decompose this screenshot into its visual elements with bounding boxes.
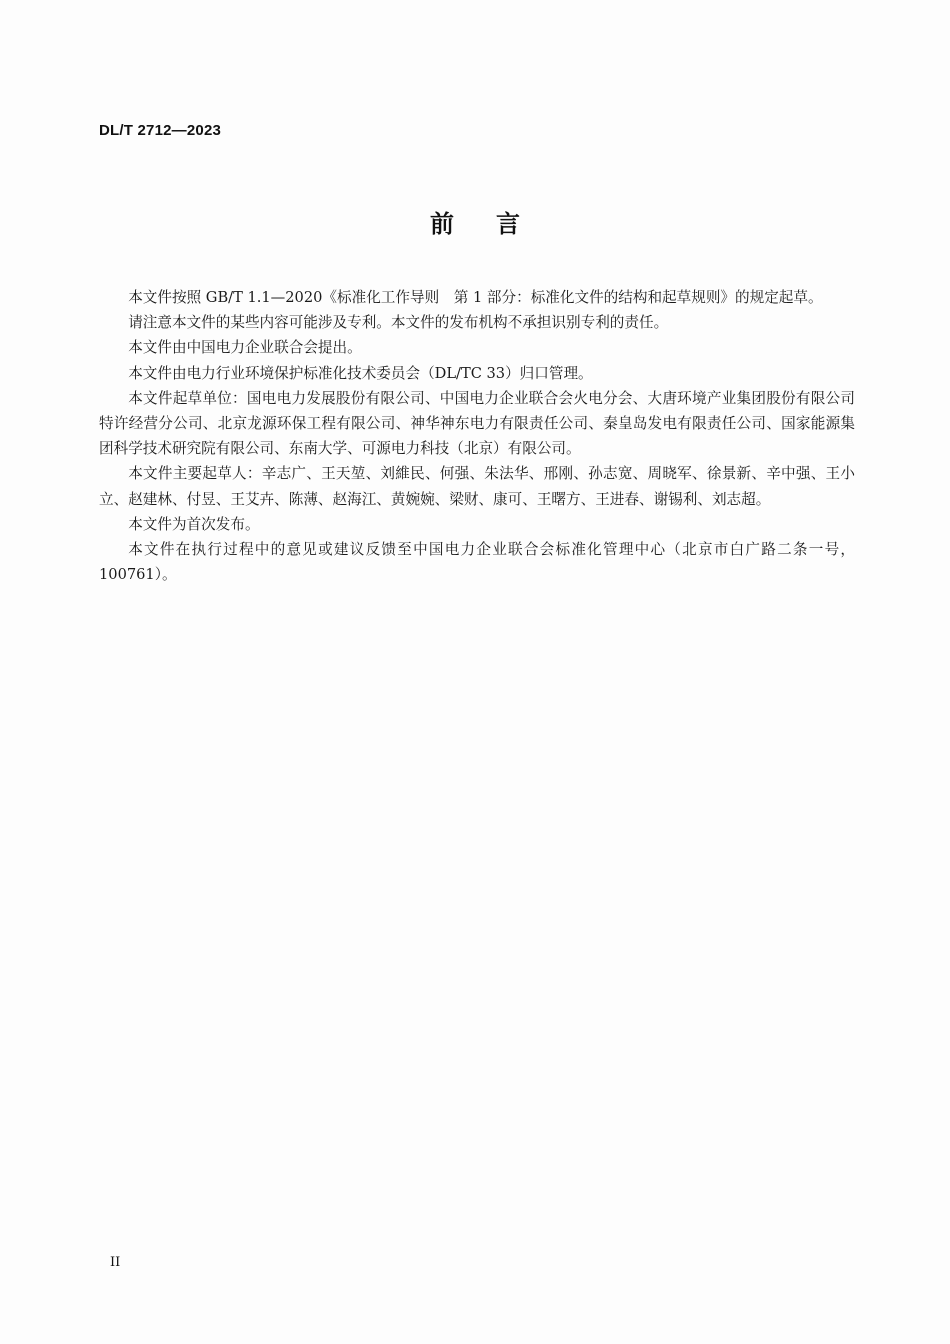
standard-code: DL/T 2712—2023 <box>99 122 222 139</box>
paragraph-first-release: 本文件为首次发布。 <box>128 515 260 533</box>
paragraph-drafting-units: 本文件起草单位：国电电力发展股份有限公司、中国电力企业联合会火电分会、大唐环境产业集团股份有限公司特许经营分公司、北京龙源环保工程有限公司、神华神东电力有限责任公司、秦皇岛发电有限责任公司、国家能源集团科学技术研究院有限公司、东南大学、可源电力科技（北京）有限公司。 <box>99 389 855 458</box>
paragraph-drafters: 本文件主要起草人：辛志广、王天堃、刘維民、何强、朱法华、邢刚、孙志宽、周晓军、徐景新、辛中强、王小立、赵建林、付昱、王艾卉、陈薄、赵海江、黄婉婉、梁财、康可、王曙方、王进春、谢锡利、刘志超。 <box>99 465 855 508</box>
paragraph-proposer: 本文件由中国电力企业联合会提出。 <box>128 339 362 357</box>
page-number: II <box>110 1255 121 1270</box>
paragraph-drafting-rules: 本文件按照 GB/T 1.1—2020《标准化工作导则 第 1 部分：标准化文件的结构和起草规则》的规定起草。 <box>128 289 823 306</box>
paragraph-patent-notice: 请注意本文件的某些内容可能涉及专利。本文件的发布机构不承担识别专利的责任。 <box>128 314 669 332</box>
paragraph-feedback: 本文件在执行过程中的意见或建议反馈至中国电力企业联合会标准化管理中心（北京市白广路二条一号，100761）。 <box>99 541 855 584</box>
paragraph-management: 本文件由电力行业环境保护标准化技术委员会（DL/TC 33）归口管理。 <box>128 364 593 382</box>
foreword-body <box>99 285 855 587</box>
page-title: 前言 <box>430 210 562 238</box>
